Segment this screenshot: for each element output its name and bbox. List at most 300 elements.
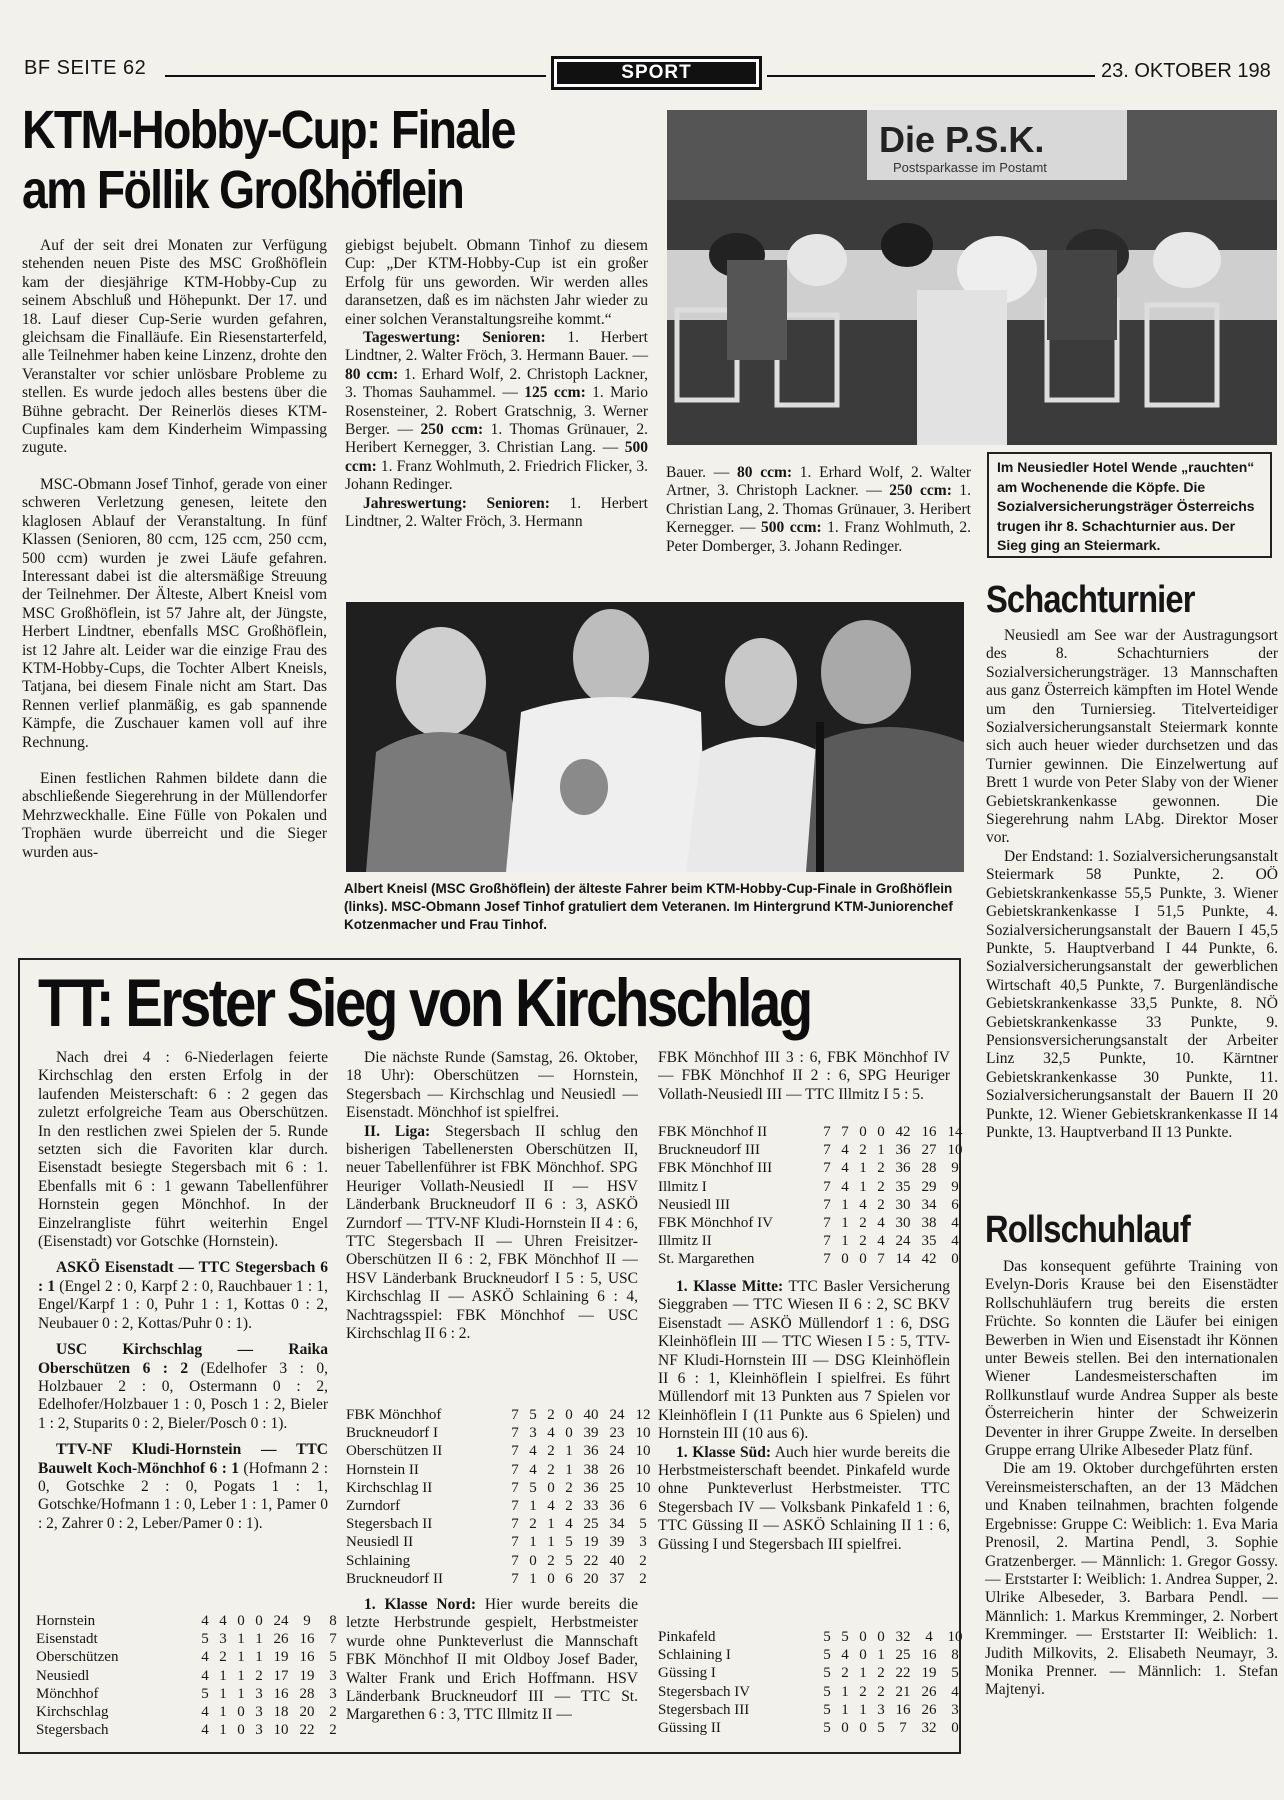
stat-cell: 16 [921, 1124, 937, 1140]
table-row [36, 1721, 346, 1739]
stat-cell: 25 [583, 1516, 599, 1533]
stat-cell: 40 [609, 1552, 625, 1569]
stat-cell: 5 [201, 1685, 209, 1702]
tt-liga2: II. Liga: Stegersbach II schlug den bisherigen Tabellenersten Oberschützen II, neuer Tabellenführer ist FBK Mönchhof. SPG Heuriger Vollath-Neusiedl II — HSV Länderbank Bruckneudorf II 6 : 3, ASKÖ Zurndorf — TTV-NF Kludi-Hornstein II 4 : 6, TTC Stegersbach II — Uhren Freisitzer-Oberschützen II 6 : 2, FBK Mönchhof II — HSV Länderbank Bruckneudorf I 5 : 5, USC Kirchschlag II — ASKÖ Schlaining 6 : 4, Nachtragsspiel: FBK Mönchhof — USC Kirchschlag II 6 : 2. [346, 1122, 638, 1343]
team-name: Oberschützen [36, 1649, 119, 1666]
stat-cell: 5 [565, 1552, 573, 1569]
stat-cell: 4 [877, 1233, 885, 1250]
stat-cell: 4 [201, 1649, 209, 1666]
stat-cell: 0 [859, 1720, 867, 1737]
stat-cell: 7 [511, 1425, 519, 1442]
stat-cell: 19 [273, 1649, 289, 1666]
table-row [36, 1703, 346, 1721]
team-name: Mönchhof [36, 1685, 99, 1702]
team-name: Stegersbach II [346, 1516, 433, 1533]
section-label: SPORT [557, 62, 756, 84]
team-name: Neusiedl II [346, 1534, 414, 1551]
stat-cell: 5 [529, 1479, 537, 1496]
tt-headline: TT: Erster Sieg von Kirchschlag [38, 965, 811, 1041]
stat-cell: 2 [877, 1196, 885, 1213]
team-name: Stegersbach III [658, 1701, 750, 1718]
chess-paragraph-2: Der Endstand: 1. Sozialversicherungsanstalt Steiermark 58 Punkte, 2. OÖ Gebietskrankenkasse 55,5 Punkte, 3. Wiener Gebietskrankenkasse I 51,5 Punkte, 4. Sozialversicherungsanstalt der Bauern I 45,5 Punkte, 5. Hauptverband I 44 Punkte, 6. Sozialversicherungsanstalt der gewerblichen Wirtschaft 40,5 Punkte, 7. Burgenländische Gebietskrankenkasse 33,5 Punkte, 8. NÖ Gebietskrankenkasse 33 Punkte, 9. Pensionsversicherungsanstalt der Arbeiter Linz 32,5 Punkte, 10. Kärntner Gebietskrankenkasse 30 Punkte, 11. Sozialversicherungsanstalt der Bauern II 20 Punkte, 12. Wiener Gebietskrankenkasse II 14 Punkte, 13. Hauptverband II 13 Punkte. [986, 847, 1278, 1141]
stat-cell: 4 [877, 1215, 885, 1232]
stat-cell: 26 [921, 1683, 937, 1700]
stat-cell: 0 [877, 1629, 885, 1645]
issue-date: 23. OKTOBER 198 [1101, 60, 1271, 82]
stat-cell: 7 [329, 1631, 337, 1648]
stat-cell: 3 [639, 1534, 647, 1551]
stat-cell: 24 [273, 1613, 289, 1629]
header-rule-left [165, 75, 546, 77]
stat-cell: 0 [547, 1479, 555, 1496]
stat-cell: 4 [565, 1516, 573, 1533]
stat-cell: 25 [609, 1479, 625, 1496]
team-name: Illmitz II [658, 1233, 712, 1250]
team-name: Güssing I [658, 1665, 716, 1682]
table-row [658, 1701, 968, 1719]
stat-cell: 30 [895, 1215, 911, 1232]
stat-cell: 5 [639, 1516, 647, 1533]
stat-cell: 10 [635, 1461, 651, 1478]
stat-cell: 10 [635, 1425, 651, 1442]
table-row [36, 1612, 346, 1630]
table-row [658, 1214, 968, 1232]
rollerskating-article [985, 1258, 1278, 1700]
stat-cell: 4 [859, 1196, 867, 1213]
stat-cell: 5 [823, 1647, 831, 1664]
stat-cell: 19 [583, 1534, 599, 1551]
stat-cell: 6 [639, 1498, 647, 1515]
team-name: FBK Mönchhof [346, 1407, 442, 1423]
rollerskating-paragraph-1: Das konsequent geführte Training von Evelyn-Doris Krause bei den Eisenstädter Rollschuhläufern trug bereits die ersten Früchte. So konnten die Läufer bei einigen Bewerben in Wien und Eisenstadt ihr Können unter Beweis stellen. Bei den internationalen Wiener Landesmeisterschaften im Rollkunstlauf wurde Andrea Supper als beste Österreicherin hinter der Schweizerin Deventer in ihrer Gruppe Zweite. In derselben Gruppe errang Ulrike Albeseder Platz fünf. [985, 1258, 1278, 1460]
page-number: BF SEITE 62 [24, 57, 147, 79]
tt-table-sued [658, 1628, 968, 1737]
stat-cell: 4 [201, 1667, 209, 1684]
stat-cell: 4 [201, 1613, 209, 1629]
stat-cell: 2 [565, 1498, 573, 1515]
stat-cell: 4 [841, 1647, 849, 1664]
table-row [658, 1719, 968, 1737]
stat-cell: 5 [823, 1701, 831, 1718]
stat-cell: 23 [609, 1425, 625, 1442]
team-name: Bruckneudorf I [346, 1425, 439, 1442]
tt-nord-results: FBK Mönchhof III 3 : 6, FBK Mönchhof IV — FBK Mönchhof II 2 : 6, SPG Heuriger Vollath-Neusiedl III — TTC Illmitz I 5 : 5. [658, 1049, 950, 1103]
stat-cell: 30 [895, 1196, 911, 1213]
stat-cell: 7 [823, 1251, 831, 1268]
header-rule-right [767, 75, 1095, 77]
stat-cell: 5 [201, 1631, 209, 1648]
stat-cell: 3 [255, 1722, 263, 1739]
stat-cell: 1 [219, 1704, 227, 1721]
stat-cell: 22 [299, 1722, 315, 1739]
stat-cell: 20 [299, 1704, 315, 1721]
stat-cell: 20 [583, 1570, 599, 1587]
stat-cell: 17 [273, 1667, 289, 1684]
team-name: Neusiedl [36, 1667, 90, 1684]
stat-cell: 5 [877, 1720, 885, 1737]
table-row [658, 1123, 968, 1141]
ktm-results-jahreswertung: Jahreswertung: Senioren: 1. Herbert Lindtner, 2. Walter Fröch, 3. Hermann [345, 494, 648, 531]
stat-cell: 9 [951, 1160, 959, 1177]
psk-sign-subtext: Postsparkasse im Postamt [893, 160, 1047, 175]
stat-cell: 6 [565, 1570, 573, 1587]
stat-cell: 2 [859, 1215, 867, 1232]
team-name: Güssing II [658, 1720, 721, 1737]
stat-cell: 3 [255, 1685, 263, 1702]
stat-cell: 2 [565, 1479, 573, 1496]
stat-cell: 25 [895, 1647, 911, 1664]
stat-cell: 7 [511, 1461, 519, 1478]
team-name: Hornstein [36, 1613, 96, 1629]
stat-cell: 34 [921, 1196, 937, 1213]
stat-cell: 1 [841, 1196, 849, 1213]
ktm-column-1 [22, 237, 327, 862]
stat-cell: 1 [237, 1631, 245, 1648]
stat-cell: 4 [201, 1704, 209, 1721]
stat-cell: 1 [859, 1701, 867, 1718]
stat-cell: 3 [877, 1701, 885, 1718]
stat-cell: 38 [921, 1215, 937, 1232]
stat-cell: 40 [583, 1407, 599, 1423]
stat-cell: 7 [823, 1142, 831, 1159]
stat-cell: 16 [299, 1631, 315, 1648]
stat-cell: 0 [951, 1251, 959, 1268]
stat-cell: 10 [635, 1443, 651, 1460]
stat-cell: 9 [303, 1613, 311, 1629]
stat-cell: 2 [859, 1233, 867, 1250]
stat-cell: 1 [529, 1570, 537, 1587]
stat-cell: 24 [609, 1407, 625, 1423]
stat-cell: 1 [877, 1142, 885, 1159]
table-row [36, 1667, 346, 1685]
tt-column-2 [346, 1049, 638, 1344]
stat-cell: 7 [511, 1498, 519, 1515]
stat-cell: 5 [841, 1629, 849, 1645]
table-row [658, 1232, 968, 1250]
rollerskating-headline: Rollschuhlauf [985, 1209, 1190, 1251]
tt-column-3 [658, 1049, 950, 1104]
stat-cell: 7 [511, 1479, 519, 1496]
ktm-paragraph-3: Einen festlichen Rahmen bildete dann die abschließende Siegerehrung in der Müllendorfer Mehrzweckhalle. Eine Fülle von Pokalen und Trophäen wurde überreicht und die Sieger wurden aus- [22, 769, 327, 861]
stat-cell: 28 [921, 1160, 937, 1177]
chess-paragraph-1: Neusiedl am See war der Austragungsort des 8. Schachturniers der Sozialversicherungsträger. 13 Mannschaften aus ganz Österreich kämpften im Hotel Wende um den Turniersieg. Titelverteidiger Sozialversicherungsanstalt Steiermark konnte sich auch heuer wieder durchsetzen und das Turnier gewinnen. Die Einzelwertung auf Brett 1 wurde von Peter Slaby von der Wiener Gebietskrankenkasse gewonnen. Die Siegerehrung nahm LAbg. Direktor Moser vor. [986, 627, 1278, 847]
tt-next-round: Die nächste Runde (Samstag, 26. Oktober, 18 Uhr): Oberschützen — Hornstein, Stegersbach — Kirchschlag und Neusiedl — Eisenstadt. Mönchhof ist spielfrei. [346, 1049, 638, 1122]
stat-cell: 0 [859, 1251, 867, 1268]
stat-cell: 26 [609, 1461, 625, 1478]
stat-cell: 36 [895, 1160, 911, 1177]
stat-cell: 5 [823, 1683, 831, 1700]
table-row [658, 1664, 968, 1682]
stat-cell: 1 [255, 1649, 263, 1666]
table-row [36, 1685, 346, 1703]
stat-cell: 0 [565, 1407, 573, 1423]
stat-cell: 22 [895, 1665, 911, 1682]
table-row [658, 1628, 968, 1646]
kneisl-photo-caption: Albert Kneisl (MSC Großhöflein) der älteste Fahrer beim KTM-Hobby-Cup-Finale in Großhöflein (links). MSC-Obmann Josef Tinhof gratuliert dem Veteranen. Im Hintergrund KTM-Juniorenchef Kotzenmacher und Frau Tinhof. [344, 881, 953, 932]
stat-cell: 42 [895, 1124, 911, 1140]
team-name: Bruckneudorf III [658, 1142, 761, 1159]
stat-cell: 0 [237, 1704, 245, 1721]
stat-cell: 42 [921, 1251, 937, 1268]
table-row [346, 1570, 656, 1588]
stat-cell: 38 [583, 1461, 599, 1478]
team-name: Kirchschlag II [346, 1479, 433, 1496]
stat-cell: 29 [921, 1178, 937, 1195]
stat-cell: 7 [511, 1443, 519, 1460]
stat-cell: 1 [237, 1649, 245, 1666]
stat-cell: 2 [547, 1461, 555, 1478]
stat-cell: 28 [299, 1685, 315, 1702]
team-name: Stegersbach IV [658, 1683, 751, 1700]
stat-cell: 10 [947, 1629, 963, 1645]
ktm-headline-line1: KTM-Hobby-Cup: Finale [22, 100, 515, 160]
stat-cell: 2 [859, 1142, 867, 1159]
team-name: FBK Mönchhof IV [658, 1215, 773, 1232]
tt-klasse-nord [346, 1596, 638, 1725]
table-row [658, 1141, 968, 1159]
stat-cell: 5 [329, 1649, 337, 1666]
stat-cell: 0 [877, 1124, 885, 1140]
table-row [658, 1683, 968, 1701]
stat-cell: 16 [273, 1685, 289, 1702]
stat-cell: 1 [255, 1631, 263, 1648]
stat-cell: 2 [639, 1570, 647, 1587]
stat-cell: 27 [921, 1142, 937, 1159]
stat-cell: 7 [511, 1516, 519, 1533]
stat-cell: 32 [895, 1629, 911, 1645]
stat-cell: 3 [529, 1425, 537, 1442]
stat-cell: 1 [547, 1516, 555, 1533]
stat-cell: 6 [951, 1196, 959, 1213]
section-label-box [551, 56, 762, 90]
stat-cell: 36 [583, 1479, 599, 1496]
stat-cell: 36 [609, 1498, 625, 1515]
tt-column-1 [38, 1049, 328, 1533]
ktm-paragraph-2: MSC-Obmann Josef Tinhof, gerade von einer schweren Verletzung genesen, leitete den klaglosen Ablauf der Veranstaltung. In fünf Klassen (Senioren, 80 ccm, 125 ccm, 250 ccm, 500 ccm) wurden je zwei Läufe gefahren. Interessant dabei ist die altersmäßige Streuung der Teilnehmer. Der Älteste, Albert Kneisl vom MSC Großhöflein, ist 57 Jahre alt, der Jüngste, Herbert Lindtner, ebenfalls MSC Großhöflein, ist 12 Jahre alt. Leider war die einzige Frau des KTM-Hobby-Cups, die Tochter Albert Kneisls, Tatjana, bei diesem Finale nicht am Start. Das Rennen verlief planmäßig, es gab spannende Kämpfe, die Zuschauer kamen voll auf ihre Rechnung. [22, 475, 327, 751]
tt-klasse-nord-text: 1. Klasse Nord: Hier wurde bereits die letzte Herbstrunde gespielt, Herbstmeister wurde ohne Punkteverlust die Mannschaft FBK Mönchhof II mit Oldboy Josef Bader, Walter Frank und Erich Hoffmann. HSV Länderbank Bruckneudorf III — TTC St. Margarethen 6 : 3, TTC Illmitz II — [346, 1596, 638, 1724]
stat-cell: 26 [273, 1631, 289, 1648]
ktm-paragraph-1: Auf der seit drei Monaten zur Verfügung stehenden neuen Piste des MSC Großhöflein kam der diesjährige KTM-Hobby-Cup zu seinem Abschluß und Höhepunkt. Der 17. und 18. Lauf dieser Cup-Serie wurden gefahren, gleichsam die Finalläufe. Ein Riesenstarterfeld, alle Teilnehmer haben keine Linzenz, drohte den Veranstalter vor schier unlösbare Probleme zu stellen. Es wurde jedoch alles bestens über die Bühne gebracht. Der Reinerlös dieses KTM-Cupfinales kam dem Kinderheim Wimpassing zugute. [22, 237, 327, 457]
stat-cell: 4 [529, 1443, 537, 1460]
stat-cell: 16 [921, 1647, 937, 1664]
stat-cell: 2 [547, 1443, 555, 1460]
stat-cell: 7 [823, 1124, 831, 1140]
tt-match-3: TTV-NF Kludi-Hornstein — TTC Bauwelt Koch-Mönchhof 6 : 1 (Hofmann 2 : 0, Gotschke 2 : 0, Pogats 1 : 1, Gotschke/Hofmann 1 : 0, Leber 1 : 1, Pamer 0 : 2, Zahrer 0 : 2, Leber/Pamer 0 : 1). [38, 1441, 328, 1532]
stat-cell: 0 [255, 1613, 263, 1629]
stat-cell: 0 [841, 1251, 849, 1268]
table-row [36, 1630, 346, 1648]
tt-table-liga2 [346, 1406, 656, 1588]
stat-cell: 4 [547, 1498, 555, 1515]
chess-article [986, 627, 1278, 1142]
tt-klasse-sued: 1. Klasse Süd: Auch hier wurde bereits die Herbstmeisterschaft beendet. Pinkafeld wurde ohne Punkteverlust Herbstmeister. TTC Stegersbach IV — Volksbank Pinkafeld 1 : 6, TTC Güssing II — ASKÖ Schlaining II 1 : 6, Güssing I und Stegersbach III spielfrei. [658, 1443, 950, 1553]
stat-cell: 0 [237, 1722, 245, 1739]
stat-cell: 2 [329, 1722, 337, 1739]
team-name: Oberschützen II [346, 1443, 443, 1460]
ktm-column-3 [666, 464, 971, 556]
table-row [346, 1552, 656, 1570]
stat-cell: 3 [329, 1685, 337, 1702]
stat-cell: 0 [565, 1425, 573, 1442]
stat-cell: 7 [823, 1196, 831, 1213]
stat-cell: 1 [547, 1534, 555, 1551]
stat-cell: 39 [609, 1534, 625, 1551]
stat-cell: 4 [841, 1178, 849, 1195]
stat-cell: 2 [219, 1649, 227, 1666]
table-row [346, 1424, 656, 1442]
stat-cell: 34 [609, 1516, 625, 1533]
stat-cell: 1 [237, 1667, 245, 1684]
stat-cell: 35 [921, 1233, 937, 1250]
stat-cell: 36 [895, 1142, 911, 1159]
team-name: Zurndorf [346, 1498, 401, 1515]
stat-cell: 1 [529, 1498, 537, 1515]
stat-cell: 1 [219, 1685, 227, 1702]
stat-cell: 2 [547, 1552, 555, 1569]
team-name: Hornstein II [346, 1461, 419, 1478]
stat-cell: 14 [895, 1251, 911, 1268]
stat-cell: 2 [547, 1407, 555, 1423]
stat-cell: 2 [877, 1665, 885, 1682]
tt-table-nord [658, 1123, 968, 1269]
stat-cell: 5 [529, 1407, 537, 1423]
stat-cell: 2 [529, 1516, 537, 1533]
stat-cell: 2 [859, 1683, 867, 1700]
table-row [658, 1196, 968, 1214]
stat-cell: 1 [219, 1667, 227, 1684]
stat-cell: 37 [609, 1570, 625, 1587]
tt-intro: Nach drei 4 : 6-Niederlagen feierte Kirchschlag den ersten Erfolg in der laufenden Meisterschaft: 6 : 2 gegen das zuletzt erfolgreiche Team aus Oberschützen. In den restlichen zwei Spielen der 5. Runde setzten sich die Favoriten klar durch. Eisenstadt besiegte Stegersbach mit 6 : 1. Ebenfalls mit 6 : 1 gewann Tabellenführer Hornstein gegen Mönchhof. In der Einzelrangliste führt weiterhin Engel (Eisenstadt) vor Gotschke (Hornstein). [38, 1049, 328, 1251]
chess-tournament-photo [667, 110, 1277, 445]
stat-cell: 2 [877, 1178, 885, 1195]
stat-cell: 2 [877, 1160, 885, 1177]
stat-cell: 0 [529, 1552, 537, 1569]
table-row [346, 1479, 656, 1497]
stat-cell: 7 [511, 1534, 519, 1551]
team-name: FBK Mönchhof III [658, 1160, 773, 1177]
ktm-column-2 [345, 237, 648, 532]
stat-cell: 7 [899, 1720, 907, 1737]
tt-klasse-mitte: 1. Klasse Mitte: TTC Basler Versicherung Sieggraben — TTC Wiesen II 6 : 2, SC BKV Eisenstadt — ASKÖ Müllendorf 1 : 6, DSG Kleinhöflein III — TTC Wiesen I 5 : 5, TTV-NF Kludi-Hornstein III — DSG Kleinhöflein II 6 : 1, Kleinhöflein I spielfrei. Es führt Müllendorf mit 13 Punkten aus 7 Spielen vor Kleinhöflein I (11 Punkte aus 6 Spielen) und Hornstein III (10 aus 6). [658, 1278, 950, 1443]
stat-cell: 2 [841, 1665, 849, 1682]
stat-cell: 5 [565, 1534, 573, 1551]
ktm-col2-paragraph: giebigst bejubelt. Obmann Tinhof zu diesem Cup: „Der KTM-Hobby-Cup ist ein großer Erfolg für uns geworden. Wir werden alles daransetzen, daß es im nächsten Jahr wieder zu einer solchen Veranstaltungsreihe kommt.“ [345, 237, 648, 328]
stat-cell: 4 [219, 1613, 227, 1629]
stat-cell: 0 [859, 1647, 867, 1664]
table-row [346, 1515, 656, 1533]
stat-cell: 1 [841, 1701, 849, 1718]
chess-headline: Schachturnier [986, 579, 1195, 621]
rollerskating-paragraph-2: Die am 19. Oktober durchgeführten ersten Vereinsmeisterschaften, an der 13 Mädchen und Knaben teilnahmen, brachten folgende Ergebnisse: Gruppe C: Weiblich: 1. Eva Maria Prenosil, 2. Martina Pendl, 3. Sophie Gratzenberger. — Männlich: 1. Gregor Gossy. — Erststarter I: Weiblich: 1. Andrea Supper, 2. Ulrike Albeseder, 3. Barbara Pendl. — Männlich: 1. Markus Kremminger, 2. Norbert Kremminger. — Erststarter II: Weiblich: 1. Judith Milkovits, 2. Elisabeth Neumayr, 3. Monika Prenner. — Männlich: 1. Stefan Majtenyi. [985, 1460, 1278, 1699]
stat-cell: 2 [639, 1552, 647, 1569]
stat-cell: 4 [529, 1461, 537, 1478]
kneisl-award-photo [346, 602, 964, 872]
stat-cell: 4 [951, 1215, 959, 1232]
stat-cell: 3 [219, 1631, 227, 1648]
stat-cell: 7 [511, 1552, 519, 1569]
tt-klasse-mitte-sued [658, 1278, 950, 1554]
stat-cell: 4 [951, 1683, 959, 1700]
team-name: St. Margarethen [658, 1251, 755, 1268]
stat-cell: 2 [877, 1683, 885, 1700]
table-row [658, 1159, 968, 1177]
team-name: Stegersbach [36, 1722, 109, 1739]
stat-cell: 4 [841, 1160, 849, 1177]
stat-cell: 0 [951, 1720, 959, 1737]
stat-cell: 1 [859, 1178, 867, 1195]
stat-cell: 0 [841, 1720, 849, 1737]
table-row [36, 1648, 346, 1666]
stat-cell: 4 [547, 1425, 555, 1442]
stat-cell: 1 [877, 1647, 885, 1664]
stat-cell: 1 [859, 1160, 867, 1177]
team-name: Neusiedl III [658, 1196, 731, 1213]
stat-cell: 0 [547, 1570, 555, 1587]
table-row [658, 1178, 968, 1196]
stat-cell: 16 [299, 1649, 315, 1666]
stat-cell: 22 [583, 1552, 599, 1569]
stat-cell: 39 [583, 1425, 599, 1442]
stat-cell: 1 [841, 1233, 849, 1250]
stat-cell: 4 [201, 1722, 209, 1739]
stat-cell: 5 [823, 1665, 831, 1682]
stat-cell: 3 [255, 1704, 263, 1721]
stat-cell: 0 [237, 1613, 245, 1629]
stat-cell: 36 [583, 1443, 599, 1460]
table-row [658, 1646, 968, 1664]
table-row [658, 1250, 968, 1268]
stat-cell: 10 [947, 1142, 963, 1159]
stat-cell: 1 [237, 1685, 245, 1702]
stat-cell: 7 [823, 1233, 831, 1250]
table-row [346, 1406, 656, 1424]
chess-photo-caption: Im Neusiedler Hotel Wende „rauchten“ am Wochenende die Köpfe. Die Sozialversicherungsträger Österreichs trugen ihr 8. Schachturnier aus. Der Sieg ging an Steiermark. [987, 452, 1272, 558]
stat-cell: 21 [895, 1683, 911, 1700]
stat-cell: 33 [583, 1498, 599, 1515]
stat-cell: 7 [841, 1124, 849, 1140]
stat-cell: 7 [511, 1407, 519, 1423]
team-name: Kirchschlag [36, 1704, 109, 1721]
ktm-results-tageswertung: Tageswertung: Senioren: 1. Herbert Lindtner, 2. Walter Fröch, 3. Hermann Bauer. — 80 ccm: 1. Erhard Wolf, 2. Christoph Lackner, 3. Thomas Sauhammel. — 125 ccm: 1. Mario Rosensteiner, 2. Robert Gratschnig, 3. Werner Berger. — 250 ccm: 1. Thomas Grünauer, 2. Heribert Kernegger, 3. Christian Lang. — 500 ccm: 1. Franz Wohlmuth, 2. Friedrich Flicker, 3. Johann Redinger. [345, 329, 648, 494]
stat-cell: 1 [565, 1461, 573, 1478]
stat-cell: 35 [895, 1178, 911, 1195]
stat-cell: 5 [823, 1629, 831, 1645]
stat-cell: 4 [925, 1629, 933, 1645]
team-name: Schlaining I [658, 1647, 731, 1664]
stat-cell: 2 [255, 1667, 263, 1684]
team-name: Bruckneudorf II [346, 1570, 444, 1587]
stat-cell: 4 [951, 1233, 959, 1250]
team-name: Pinkafeld [658, 1629, 716, 1645]
team-name: Illmitz I [658, 1178, 707, 1195]
stat-cell: 26 [921, 1701, 937, 1718]
stat-cell: 16 [895, 1701, 911, 1718]
tt-match-2: USC Kirchschlag — Raika Oberschützen 6 : 2 (Edelhofer 3 : 0, Holzbauer 2 : 0, Ostermann 0 : 2, Edelhofer/Holzbauer 1 : 0, Posch 1 : 2, Bieler 1 : 2, Stuparits 0 : 2, Bieler/Posch 0 : 1). [38, 1341, 328, 1432]
stat-cell: 10 [273, 1722, 289, 1739]
stat-cell: 1 [565, 1443, 573, 1460]
team-name: FBK Mönchhof II [658, 1124, 768, 1140]
psk-sign-text: Die P.S.K. [879, 119, 1045, 160]
stat-cell: 19 [921, 1665, 937, 1682]
stat-cell: 8 [329, 1613, 337, 1629]
stat-cell: 5 [951, 1665, 959, 1682]
stat-cell: 1 [859, 1665, 867, 1682]
stat-cell: 32 [921, 1720, 937, 1737]
stat-cell: 2 [329, 1704, 337, 1721]
stat-cell: 1 [219, 1722, 227, 1739]
table-row [346, 1497, 656, 1515]
table-row [346, 1533, 656, 1551]
